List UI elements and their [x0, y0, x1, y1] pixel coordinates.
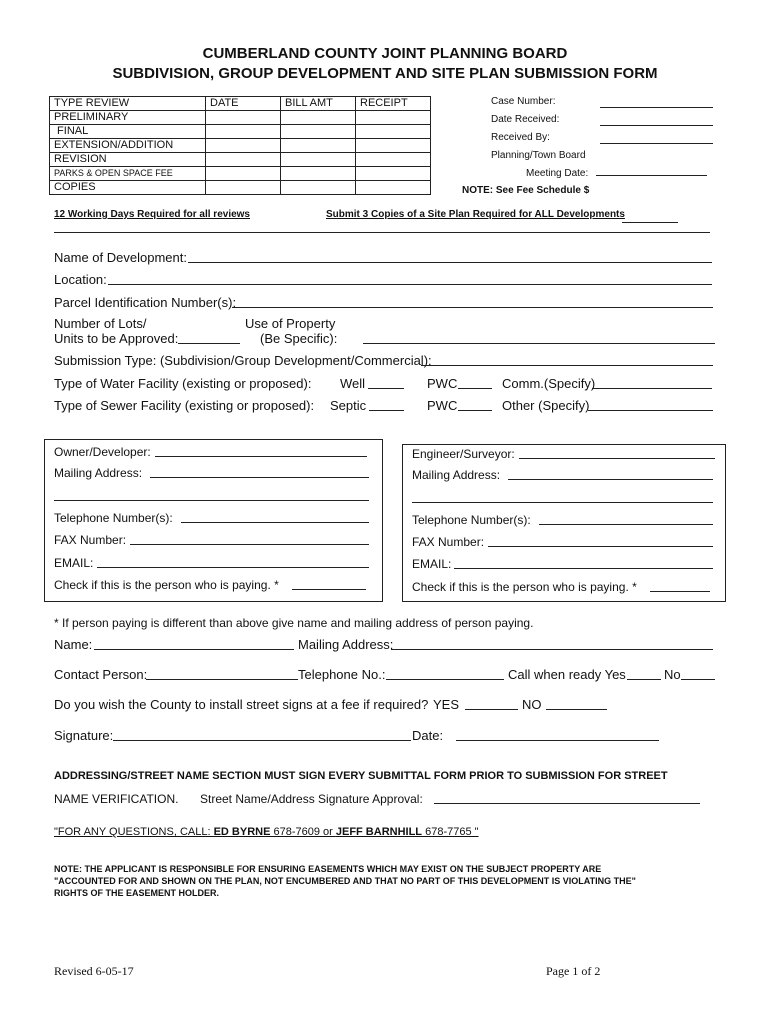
revised-date: Revised 6-05-17	[54, 964, 134, 978]
fee-header-bill: BILL AMT	[281, 97, 356, 111]
date-received-field[interactable]	[600, 113, 713, 126]
page-number: Page 1 of 2	[546, 964, 601, 978]
owner-mailing-field[interactable]	[150, 465, 369, 478]
owner-fax-label: FAX Number:	[54, 533, 127, 547]
engineer-mailing-field[interactable]	[508, 467, 713, 480]
call-no-label: No	[664, 667, 681, 682]
sewer-pwc-label: PWC	[427, 398, 458, 413]
fee-date-cell[interactable]	[206, 167, 281, 181]
questions-prefix: "FOR ANY QUESTIONS, CALL:	[54, 826, 214, 838]
other-label: Other (Specify)	[502, 398, 590, 413]
fee-date-cell[interactable]	[206, 181, 281, 195]
signs-yes-label: YES	[433, 697, 460, 712]
fee-row-label: PARKS & OPEN SPACE FEE	[50, 167, 206, 181]
fee-row-label: EXTENSION/ADDITION	[50, 139, 206, 153]
call-when-ready-label: Call when ready Yes	[508, 667, 626, 682]
table-row	[50, 167, 431, 181]
comm-field[interactable]	[592, 376, 712, 389]
signature-label: Signature:	[54, 728, 114, 743]
questions-line	[54, 826, 479, 838]
owner-email-label: EMAIL:	[54, 556, 94, 570]
addressing-line1: ADDRESSING/STREET NAME SECTION MUST SIGN EVERY SUBMITTAL FORM PRIOR TO SUBMISSION FOR STREET	[54, 770, 668, 782]
fee-row-label: COPIES	[50, 181, 206, 195]
fee-date-cell[interactable]	[206, 125, 281, 139]
table-row	[50, 181, 431, 195]
owner-paying-label: Check if this is the person who is paying. *	[54, 578, 279, 592]
form-title-line2: SUBDIVISION, GROUP DEVELOPMENT AND SITE PLAN SUBMISSION FORM	[112, 65, 658, 82]
location-field[interactable]	[108, 272, 712, 285]
contact-name-1: ED BYRNE	[213, 826, 271, 838]
payer-mailing-label: Mailing Address:	[298, 637, 394, 652]
payer-mailing-field[interactable]	[391, 637, 713, 650]
payer-name-field[interactable]	[94, 637, 294, 650]
engineer-field[interactable]	[519, 446, 715, 459]
fee-receipt-cell[interactable]	[356, 181, 431, 195]
fee-bill-cell[interactable]	[281, 181, 356, 195]
lots-label-line2: Units to be Approved:	[54, 331, 179, 346]
street-approval-label: Street Name/Address Signature Approval:	[200, 792, 423, 806]
planning-board-label: Planning/Town Board	[491, 150, 586, 161]
signature-date-field[interactable]	[456, 728, 659, 741]
fee-date-cell[interactable]	[206, 153, 281, 167]
use-label-line2: (Be Specific):	[260, 331, 338, 346]
other-field[interactable]	[588, 398, 713, 411]
fee-row-label: PRELIMINARY	[50, 111, 206, 125]
engineer-fax-field[interactable]	[488, 534, 713, 547]
fee-receipt-cell[interactable]	[356, 153, 431, 167]
water-label: Type of Water Facility (existing or proposed):	[54, 376, 312, 391]
street-signs-question: Do you wish the County to install street signs at a fee if required?	[54, 697, 429, 712]
sewer-label: Type of Sewer Facility (existing or proposed):	[54, 398, 315, 413]
street-approval-field[interactable]	[434, 791, 700, 804]
owner-telephone-field[interactable]	[181, 510, 369, 523]
owner-fax-field[interactable]	[130, 532, 369, 545]
payer-telephone-field[interactable]	[386, 667, 504, 680]
fee-header-receipt: RECEIPT	[356, 97, 431, 111]
payer-telephone-label: Telephone No.:	[298, 667, 386, 682]
fee-bill-cell[interactable]	[281, 125, 356, 139]
fee-receipt-cell[interactable]	[356, 111, 431, 125]
signature-field[interactable]	[113, 728, 411, 741]
fee-bill-cell[interactable]	[281, 153, 356, 167]
engineer-mailing-field-2[interactable]	[412, 490, 713, 503]
addressing-line2: NAME VERIFICATION.	[54, 792, 179, 806]
lots-label-line1: Number of Lots/	[54, 316, 147, 331]
table-row	[50, 139, 431, 153]
engineer-label: Engineer/Surveyor:	[412, 447, 515, 461]
easement-note-line1: NOTE: THE APPLICANT IS RESPONSIBLE FOR ENSURING EASEMENTS WHICH MAY EXIST ON THE SUBJECT PROPERTY ARE	[54, 864, 602, 874]
owner-telephone-label: Telephone Number(s):	[54, 511, 173, 525]
well-field[interactable]	[368, 376, 404, 389]
fee-bill-cell[interactable]	[281, 167, 356, 181]
table-row	[50, 111, 431, 125]
working-days-notice: 12 Working Days Required for all reviews	[54, 209, 250, 220]
name-of-development-label: Name of Development:	[54, 250, 187, 265]
comm-label: Comm.(Specify)	[502, 376, 596, 391]
fee-table-header-row	[50, 97, 431, 111]
meeting-date-label: Meeting Date:	[526, 168, 589, 179]
meeting-date-field[interactable]	[596, 165, 707, 176]
fee-date-cell[interactable]	[206, 111, 281, 125]
water-pwc-field[interactable]	[458, 376, 492, 389]
easement-note-line2: "ACCOUNTED FOR AND SHOWN ON THE PLAN, NOT ENCUMBERED AND THAT NO PART OF THIS DEVELOPMENT IS VIOLATING THE"	[54, 876, 636, 886]
owner-field[interactable]	[155, 444, 367, 457]
date-received-label: Date Received:	[491, 114, 560, 125]
section-divider	[54, 232, 710, 233]
name-of-development-field[interactable]	[188, 250, 712, 263]
owner-email-field[interactable]	[97, 555, 369, 568]
fee-receipt-cell[interactable]	[356, 167, 431, 181]
contact-person-field[interactable]	[146, 667, 298, 680]
payer-intro: * If person paying is different than above give name and mailing address of person paying.	[54, 616, 534, 630]
engineer-telephone-label: Telephone Number(s):	[412, 513, 531, 527]
table-row	[50, 153, 431, 167]
well-label: Well	[340, 376, 366, 391]
case-number-field[interactable]	[600, 95, 713, 108]
submission-type-label: Submission Type: (Subdivision/Group Development/Commercial):	[54, 353, 432, 368]
contact-phone-2: 678-7765 "	[422, 826, 479, 838]
signature-date-label: Date:	[412, 728, 444, 743]
engineer-mailing-label: Mailing Address:	[412, 468, 501, 482]
owner-mailing-field-2[interactable]	[54, 488, 369, 501]
parcel-field[interactable]	[232, 295, 713, 308]
fee-receipt-cell[interactable]	[356, 125, 431, 139]
form-title-line1: CUMBERLAND COUNTY JOINT PLANNING BOARD	[202, 45, 568, 62]
call-no-field[interactable]	[681, 667, 715, 680]
septic-field[interactable]	[369, 398, 404, 411]
fee-header-type: TYPE REVIEW	[50, 97, 206, 111]
owner-label: Owner/Developer:	[54, 445, 151, 459]
fee-date-cell[interactable]	[206, 139, 281, 153]
engineer-fax-label: FAX Number:	[412, 535, 485, 549]
fee-receipt-cell[interactable]	[356, 139, 431, 153]
parcel-label: Parcel Identification Number(s):	[54, 295, 237, 310]
owner-paying-field[interactable]	[292, 577, 366, 590]
contact-name-2: JEFF BARNHILL	[335, 826, 423, 838]
fee-bill-cell[interactable]	[281, 139, 356, 153]
fee-bill-cell[interactable]	[281, 111, 356, 125]
fee-row-label: FINAL	[50, 125, 206, 139]
received-by-field[interactable]	[600, 131, 713, 144]
signs-yes-field[interactable]	[465, 697, 518, 710]
contact-person-label: Contact Person:	[54, 667, 148, 682]
call-yes-field[interactable]	[627, 667, 661, 680]
fee-header-date: DATE	[206, 97, 281, 111]
fee-schedule-note: NOTE: See Fee Schedule $	[462, 185, 590, 196]
easement-note-line3: RIGHTS OF THE EASEMENT HOLDER.	[54, 888, 220, 898]
engineer-email-label: EMAIL:	[412, 557, 452, 571]
fee-row-label: REVISION	[50, 153, 206, 167]
copies-notice: Submit 3 Copies of a Site Plan Required for ALL Developments	[326, 209, 625, 220]
engineer-telephone-field[interactable]	[539, 512, 713, 525]
signs-no-field[interactable]	[546, 697, 607, 710]
payer-name-label: Name:	[54, 637, 93, 652]
septic-label: Septic	[330, 398, 367, 413]
location-label: Location:	[54, 272, 107, 287]
signs-no-label: NO	[522, 697, 542, 712]
notice-underline	[622, 210, 678, 223]
fee-table	[49, 96, 431, 195]
lots-field[interactable]	[178, 331, 240, 344]
use-field[interactable]	[363, 331, 715, 344]
contact-phone-1: 678-7609 or	[270, 826, 336, 838]
sewer-pwc-field[interactable]	[458, 398, 492, 411]
engineer-paying-label: Check if this is the person who is paying. *	[412, 580, 637, 594]
table-row	[50, 125, 431, 139]
engineer-paying-field[interactable]	[650, 579, 710, 592]
owner-mailing-label: Mailing Address:	[54, 466, 143, 480]
engineer-email-field[interactable]	[454, 556, 713, 569]
submission-type-field[interactable]	[421, 353, 713, 366]
water-pwc-label: PWC	[427, 376, 458, 391]
received-by-label: Received By:	[491, 132, 550, 143]
case-number-label: Case Number:	[491, 96, 556, 107]
use-label-line1: Use of Property	[245, 316, 336, 331]
